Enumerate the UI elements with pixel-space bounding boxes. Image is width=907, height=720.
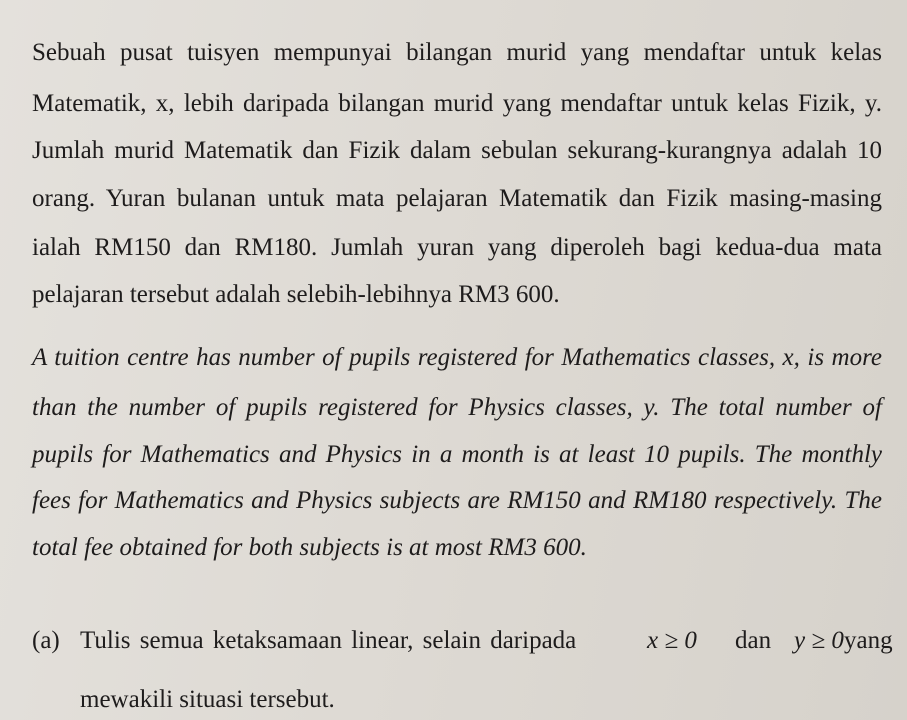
- question-a-text: Tulis semua ketaksamaan linear, selain daripada: [80, 627, 577, 654]
- english-line-1: A tuition centre has number of pupils registered for Mathematics classes, x, is more: [32, 344, 882, 371]
- question-a-tail: yang: [844, 627, 893, 654]
- english-line-4: fees for Mathematics and Physics subjects are RM150 and RM180 respectively. The: [32, 487, 882, 514]
- english-line-5: total fee obtained for both subjects is at most RM3 600.: [32, 534, 587, 561]
- question-a-label: (a): [32, 627, 60, 654]
- question-a-line-2: mewakili situasi tersebut.: [80, 686, 335, 713]
- malay-line-2: Matematik, x, lebih daripada bilangan murid yang mendaftar untuk kelas Fizik, y.: [32, 90, 882, 117]
- inequality-y: y ≥ 0: [794, 627, 844, 654]
- question-a-connector: dan: [735, 627, 772, 654]
- malay-line-1: Sebuah pusat tuisyen mempunyai bilangan murid yang mendaftar untuk kelas: [32, 39, 882, 66]
- malay-line-5: ialah RM150 dan RM180. Jumlah yuran yang diperoleh bagi kedua-dua mata: [32, 234, 882, 261]
- english-line-2: than the number of pupils registered for Physics classes, y. The total number of: [32, 394, 882, 421]
- english-line-3: pupils for Mathematics and Physics in a month is at least 10 pupils. The monthly: [32, 441, 882, 468]
- question-a: [32, 624, 893, 658]
- malay-line-3: Jumlah murid Matematik dan Fizik dalam sebulan sekurang-kurangnya adalah 10: [32, 137, 882, 164]
- inequality-x: x ≥ 0: [647, 627, 697, 654]
- malay-line-6: pelajaran tersebut adalah selebih-lebihnya RM3 600.: [32, 281, 560, 308]
- malay-line-4: orang. Yuran bulanan untuk mata pelajaran Matematik dan Fizik masing-masing: [32, 185, 882, 212]
